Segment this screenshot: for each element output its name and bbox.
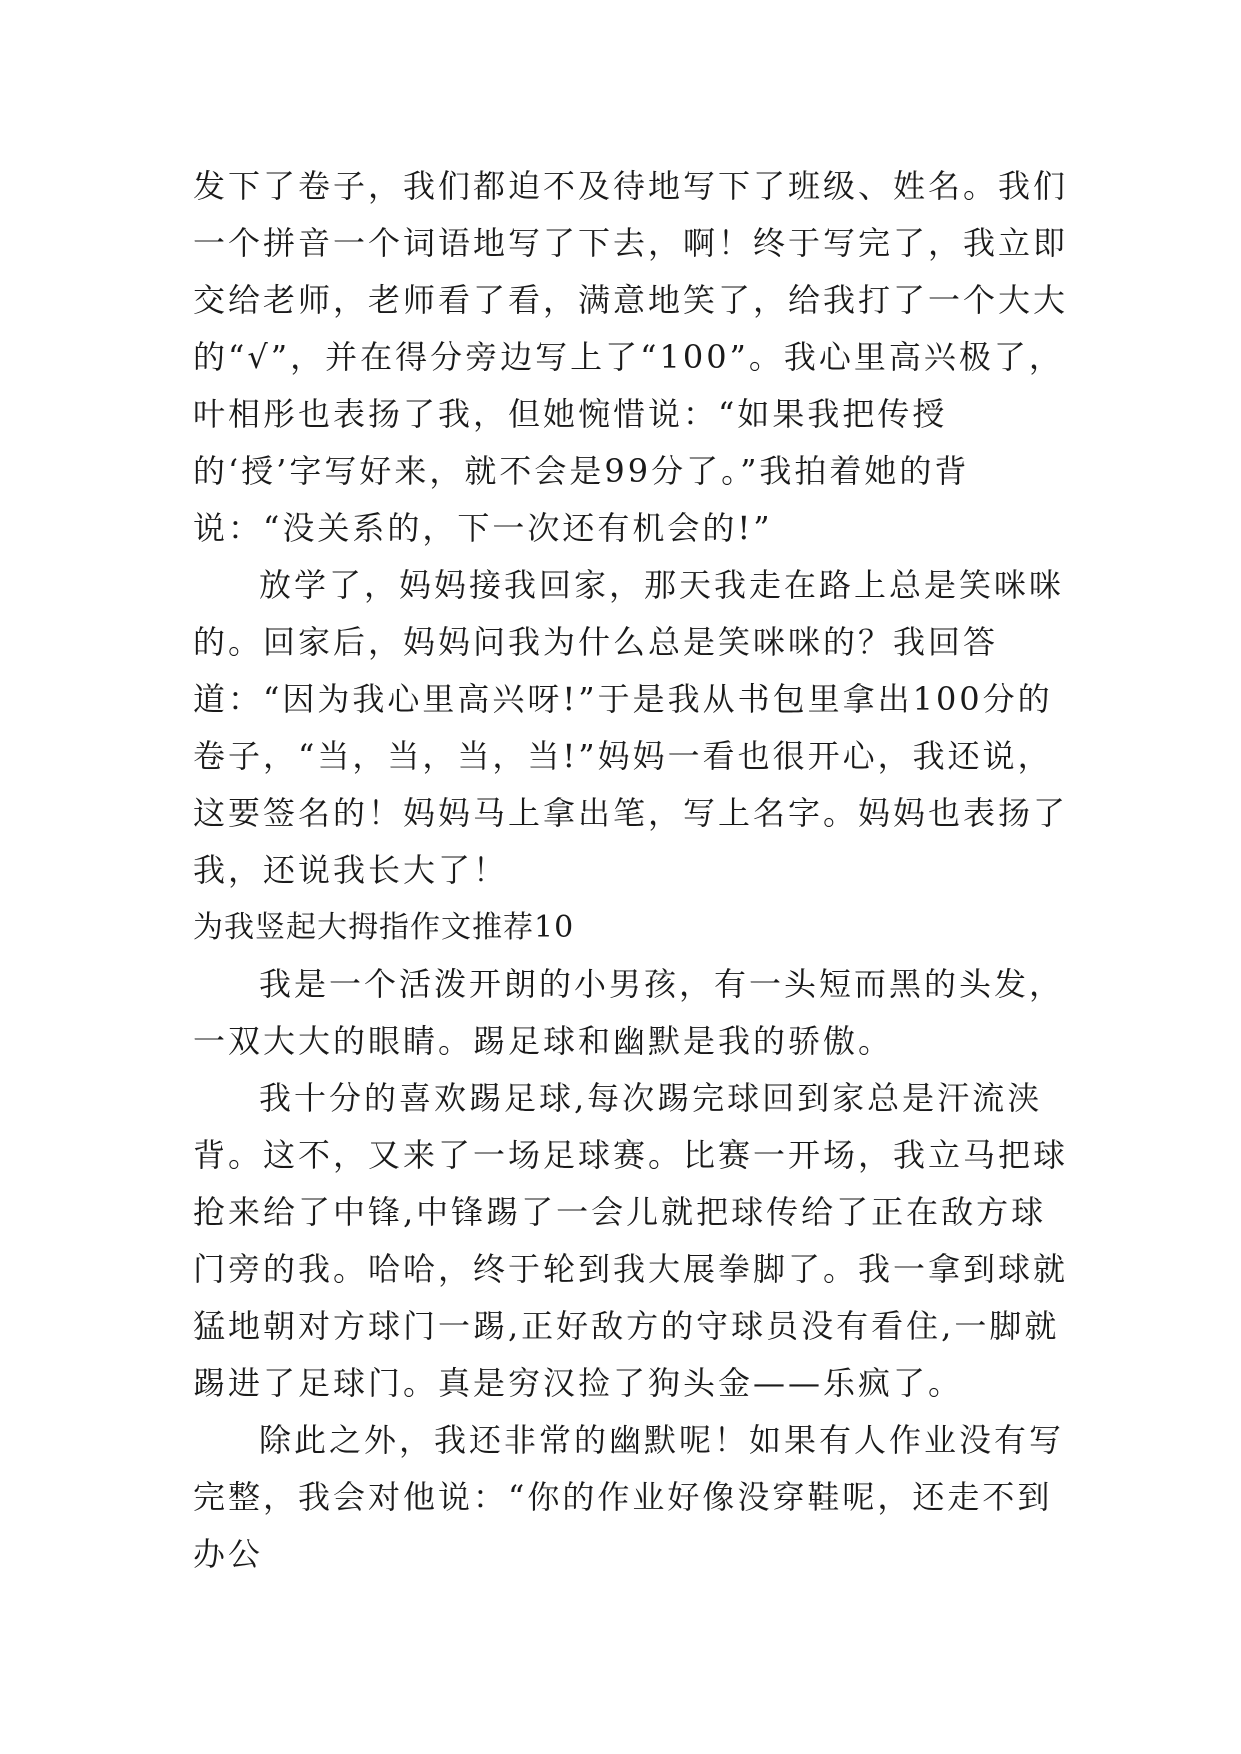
- paragraph-3: 我是一个活泼开朗的小男孩，有一头短而黑的头发，一双大大的眼睛。踢足球和幽默是我的骄傲。: [193, 965, 1065, 1060]
- paragraph-5: 除此之外，我还非常的幽默呢！如果有人作业没有写完整，我会对他说：“你的作业好像没穿鞋呢，还走不到办公: [193, 1421, 1065, 1573]
- paragraph-2: 放学了，妈妈接我回家，那天我走在路上总是笑咪咪的。回家后，妈妈问我为什么总是笑咪咪的？我回答道：“因为我心里高兴呀!”于是我从书包里拿出100分的卷子，“当，当，当，当!”妈妈一看也很开心，我还说，这要签名的！妈妈马上拿出笔，写上名字。妈妈也表扬了我，还说我长大了！: [193, 566, 1069, 889]
- section-heading: 为我竖起大拇指作文推荐10: [193, 910, 575, 945]
- paragraph-1: 发下了卷子，我们都迫不及待地写下了班级、姓名。我们一个拼音一个词语地写了下去，啊！终于写完了，我立即交给老师，老师看了看，满意地笑了，给我打了一个大大的“√”，并在得分旁边写上了“100”。我心里高兴极了，叶相彤也表扬了我，但她惋惜说：“如果我把传授的‘授’字写好来，就不会是99分了。”我拍着她的背说：“没关系的，下一次还有机会的!”: [193, 167, 1069, 547]
- paragraph-4: 我十分的喜欢踢足球,每次踢完球回到家总是汗流浃背。这不，又来了一场足球赛。比赛一开场，我立马把球抢来给了中锋,中锋踢了一会儿就把球传给了正在敌方球门旁的我。哈哈，终于轮到我大展拳脚了。我一拿到球就猛地朝对方球门一踢,正好敌方的守球员没有看住,一脚就踢进了足球门。真是穷汉捡了狗头金——乐疯了。: [193, 1079, 1069, 1402]
- document-body: [193, 158, 1073, 1583]
